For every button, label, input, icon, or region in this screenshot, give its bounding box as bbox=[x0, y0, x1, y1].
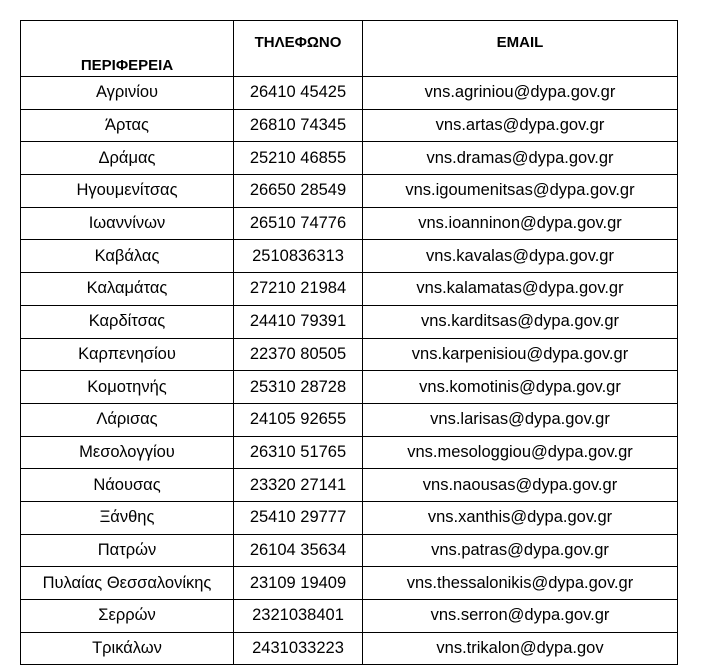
table-row bbox=[21, 403, 678, 436]
email-cell: vns.serron@dypa.gov.gr bbox=[363, 600, 678, 633]
region-cell: Πυλαίας Θεσσαλονίκης bbox=[21, 567, 234, 600]
phone-cell: 26310 51765 bbox=[234, 436, 363, 469]
phone-cell: 26650 28549 bbox=[234, 175, 363, 208]
region-cell: Άρτας bbox=[21, 109, 234, 142]
phone-cell: 27210 21984 bbox=[234, 273, 363, 306]
header-row bbox=[21, 21, 678, 77]
email-cell: vns.igoumenitsas@dypa.gov.gr bbox=[363, 175, 678, 208]
table-row bbox=[21, 436, 678, 469]
phone-cell: 22370 80505 bbox=[234, 338, 363, 371]
table-row bbox=[21, 567, 678, 600]
header-region: ΠΕΡΙΦΕΡΕΙΑ bbox=[21, 21, 234, 77]
table-row bbox=[21, 207, 678, 240]
phone-cell: 2431033223 bbox=[234, 632, 363, 665]
region-cell: Καρδίτσας bbox=[21, 305, 234, 338]
region-cell: Νάουσας bbox=[21, 469, 234, 502]
region-cell: Αγρινίου bbox=[21, 77, 234, 110]
table-row bbox=[21, 338, 678, 371]
email-cell: vns.trikalon@dypa.gov bbox=[363, 632, 678, 665]
region-cell: Καβάλας bbox=[21, 240, 234, 273]
email-cell: vns.artas@dypa.gov.gr bbox=[363, 109, 678, 142]
table-row bbox=[21, 632, 678, 665]
phone-cell: 25410 29777 bbox=[234, 501, 363, 534]
email-cell: vns.naousas@dypa.gov.gr bbox=[363, 469, 678, 502]
phone-cell: 26104 35634 bbox=[234, 534, 363, 567]
table-row bbox=[21, 305, 678, 338]
email-cell: vns.dramas@dypa.gov.gr bbox=[363, 142, 678, 175]
phone-cell: 23109 19409 bbox=[234, 567, 363, 600]
header-phone: ΤΗΛΕΦΩΝΟ bbox=[234, 21, 363, 77]
region-cell: Κομοτηνής bbox=[21, 371, 234, 404]
region-cell: Πατρών bbox=[21, 534, 234, 567]
table-row bbox=[21, 109, 678, 142]
email-cell: vns.karpenisiou@dypa.gov.gr bbox=[363, 338, 678, 371]
phone-cell: 24105 92655 bbox=[234, 403, 363, 436]
table-row bbox=[21, 371, 678, 404]
region-cell: Δράμας bbox=[21, 142, 234, 175]
phone-cell: 24410 79391 bbox=[234, 305, 363, 338]
email-cell: vns.xanthis@dypa.gov.gr bbox=[363, 501, 678, 534]
region-cell: Καλαμάτας bbox=[21, 273, 234, 306]
document-page bbox=[20, 20, 678, 665]
email-cell: vns.larisas@dypa.gov.gr bbox=[363, 403, 678, 436]
table-body bbox=[21, 77, 678, 665]
region-cell: Ηγουμενίτσας bbox=[21, 175, 234, 208]
email-cell: vns.ioanninon@dypa.gov.gr bbox=[363, 207, 678, 240]
region-cell: Καρπενησίου bbox=[21, 338, 234, 371]
table-row bbox=[21, 273, 678, 306]
table-row bbox=[21, 534, 678, 567]
email-cell: vns.patras@dypa.gov.gr bbox=[363, 534, 678, 567]
phone-cell: 2321038401 bbox=[234, 600, 363, 633]
table-header bbox=[21, 21, 678, 77]
email-cell: vns.agriniou@dypa.gov.gr bbox=[363, 77, 678, 110]
email-cell: vns.kavalas@dypa.gov.gr bbox=[363, 240, 678, 273]
table-row bbox=[21, 469, 678, 502]
phone-cell: 25310 28728 bbox=[234, 371, 363, 404]
phone-cell: 25210 46855 bbox=[234, 142, 363, 175]
table-row bbox=[21, 77, 678, 110]
phone-cell: 26810 74345 bbox=[234, 109, 363, 142]
phone-cell: 26410 45425 bbox=[234, 77, 363, 110]
region-cell: Ξάνθης bbox=[21, 501, 234, 534]
email-cell: vns.thessalonikis@dypa.gov.gr bbox=[363, 567, 678, 600]
table-row bbox=[21, 142, 678, 175]
email-cell: vns.mesologgiou@dypa.gov.gr bbox=[363, 436, 678, 469]
region-cell: Ιωαννίνων bbox=[21, 207, 234, 240]
table-row bbox=[21, 600, 678, 633]
phone-cell: 2510836313 bbox=[234, 240, 363, 273]
phone-cell: 26510 74776 bbox=[234, 207, 363, 240]
table-row bbox=[21, 175, 678, 208]
email-cell: vns.komotinis@dypa.gov.gr bbox=[363, 371, 678, 404]
table-row bbox=[21, 501, 678, 534]
table-row bbox=[21, 240, 678, 273]
region-cell: Λάρισας bbox=[21, 403, 234, 436]
contacts-table bbox=[20, 20, 678, 665]
header-email: EMAIL bbox=[363, 21, 678, 77]
email-cell: vns.kalamatas@dypa.gov.gr bbox=[363, 273, 678, 306]
region-cell: Σερρών bbox=[21, 600, 234, 633]
region-cell: Μεσολογγίου bbox=[21, 436, 234, 469]
phone-cell: 23320 27141 bbox=[234, 469, 363, 502]
region-cell: Τρικάλων bbox=[21, 632, 234, 665]
email-cell: vns.karditsas@dypa.gov.gr bbox=[363, 305, 678, 338]
